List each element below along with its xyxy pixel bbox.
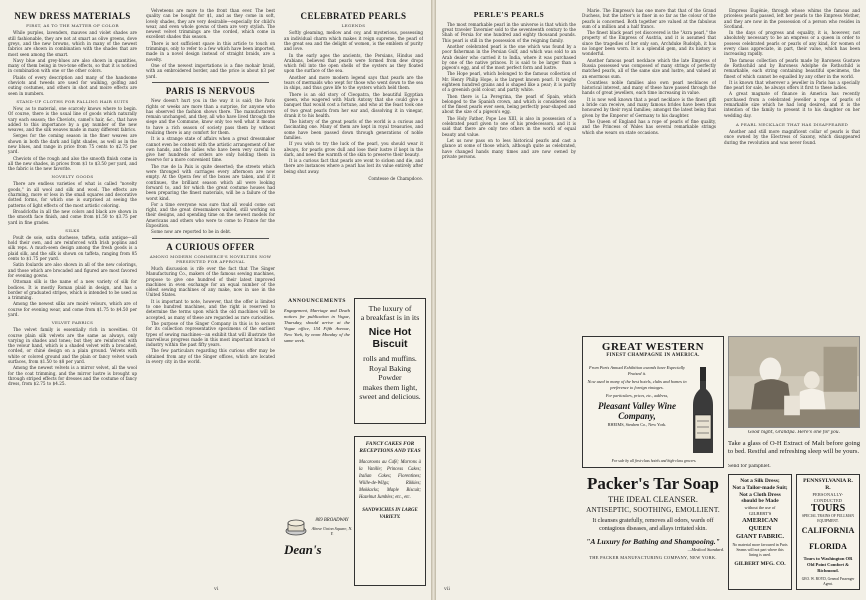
gilbert-line-2: Not a Tailor-made Suit;: [732, 484, 788, 491]
royal-baking-powder-ad: [354, 298, 426, 424]
gilbert-line-7: Seams will not part where this lining is used.: [736, 548, 784, 558]
pennsylvania-title: PENNSYLVANIA R. R.: [803, 478, 853, 491]
cake-icon: [284, 514, 308, 538]
article-body: Now, as to material, one scarcely knows where to begin. Of course, there is the usual line of goods which naturally vary each season; the Cheviots, camel's hair, &c., that have added to this importance by a gay number of the new weaves, and the silk weaves made in many different fabrics. Serges for the coming season in the finer weaves are shown in both the dark and light shades, as well as in the new blues, and range in price from 75 cents to $2.75 per yard. Cheviots of the rough and also the smooth finish come in all the new shades, in prices from $1 to $3.50 per yard, and the fabric is the new favorite.: [8, 105, 137, 172]
biscuit-line-3: rolls and muffins.: [363, 354, 417, 363]
gilbert-line-1: Not a Silk Dress;: [740, 478, 780, 484]
right-column-1: [442, 8, 576, 336]
article-title-dress-materials: NEW DRESS MATERIALS: [14, 11, 131, 21]
article-body: Poult de soie, satin duchesse, taffeta, satin antique—all hold their own, and are reinforced with Irish poplins and silk reps. A much-seen design among the fresh goods is a plaid silk, and the silk is shown on taffeta, ranging from 85 cents to $1.75 per yard. Satin foulards are also shown in all of the new colorings, and those which are brocaded and figured are most favored for evening gowns. Ottoman silk is the name of a new variety of silk for bodices. It is mostly Roman plaid in design, and has a border of graduated stripes, which is intended to be used as a trimming. Among the newest silks are moiré velours, which are of course for evening wear, and come from $1.75 to $4.50 per yard.: [8, 234, 137, 317]
right-column-3: [724, 8, 860, 378]
malt-extract-pamphlet: Send for pamphlet.: [728, 464, 771, 469]
packers-tar-soap-ad: [582, 474, 724, 590]
section-heading-novelty: NOVELTY GOODS: [51, 174, 94, 180]
packer-title: Packer's Tar Soap: [587, 474, 719, 493]
deans-ad: [284, 512, 352, 584]
packer-line-2: ANTISEPTIC, SOOTHING, EMOLLIENT.: [586, 506, 720, 514]
great-western-subtitle: FINEST CHAMPAGNE IN AMERICA.: [606, 353, 700, 358]
article-title-pearls: CELEBRATED PEARLS: [300, 11, 407, 21]
biscuit-line-5: makes them light,: [362, 382, 418, 392]
pennsylvania-sub: PERSONALLY- CONDUCTED: [812, 492, 844, 503]
page-number: vii: [444, 586, 451, 592]
section-heading-silks: SILKS: [65, 227, 80, 233]
great-western-award: From Paris Annual Exhibition awards have Especially Praised it.: [589, 365, 685, 376]
article-body: Empress Eugénie, through whose whims the famous and priceless pearls passed, left her pearls to the Empress Mother, and they are now in the possession of a person who resides in Scotland. In the days of progress and equality, it is, however, not absolutely necessary to be an empress or a queen in order to possess celebrated pearls or pearls of any kind, for women of every class appreciate, in part, their value, which has been increasing rapidly. The famous collection of pearls made by Baroness Gustave de Rothschild and by Baroness Adolphe de Rothschild is remarkable, each string containing beautiful specimens, the finest of which cannot be equalled by any other in the world. It is known that wherever a jeweller in Paris has a specially fine pearl for sale, he always offers it first to these ladies. A great magnate of finance in America has recently purchased from a celebrated jeweller a rope of pearls of remarkable size which he had long desired, and it is the intention of the family to present it to his daughter on her wedding day.: [724, 8, 860, 118]
deans-address-1: 869 BROADWAY: [315, 518, 349, 523]
article-subtitle-color: FIRST, AS TO THE MATTER OF COLOR: [26, 23, 119, 29]
article-body: Velveteens are more to the front than ever. The best quality can be bought for $1, and as they come in soft, lovely shades, they are very desirable—especially for child's wear, and even whole gowns of them are very stylish. The newest velvet trimmings are the corded, which come in excellent shades this season. There is not sufficient space in this article to touch on trimmings, only to refer to a few which have been imported, made in a novel design instead of straight braids, are a novelty. One of the newest importations is a fine mohair braid, with an embroidered border, and the price is about $3 per yard.: [146, 8, 275, 79]
gilbert-line-3: Not a Cloth Dress should be Made: [739, 491, 781, 505]
fancy-cakes-title: FANCY CAKES FOR RECEPTIONS AND TEAS: [359, 441, 421, 454]
biscuit-line-6: sweet and delicious.: [359, 392, 421, 401]
great-western-ad: [582, 336, 724, 468]
divider: [152, 238, 269, 239]
divider: [152, 82, 269, 83]
photo-caption: Good night, Grandpa. Here's one for you.: [747, 430, 841, 435]
article-body: Much discussion is rife over the fact that The Singer Manufacturing Co., makers of the famous sewing machines, propose to give one hundred of their latest improved machines in even exchange for an equal number of the oldest sewing machines of any make, now in use in the United States. It is important to note, however, that the offer is limited to one hundred machines, and the right is reserved to determine the terms upon which the old machines will be accepted, as many of these are regarded as rare curiosities. The purpose of the Singer Company in this is to secure for its collection representative specimens of the earliest types of sewing machines—an exhibit that will illustrate the marvellous progress made in this most important branch of industry within the past fifty years. The few particulars regarding this curious offer may be obtained from any of the Singer offices, which are located in every city in the world.: [146, 265, 275, 365]
fancy-cakes-ad: [354, 436, 426, 586]
announcements-title: ANNOUNCEMENTS: [288, 298, 346, 304]
packer-line-1: THE IDEAL CLEANSER.: [608, 495, 698, 504]
right-page: [436, 0, 866, 600]
announcements-text: Engagement, Marriage and Death notices for publication in Vogue, Thursday, should arrive at the Vogue office, 154 Fifth Avenue, New York, by noon Monday of the same week.: [284, 308, 350, 343]
article-body: Another and still more magnificent collar of pearls is that once owned by the Electress of Saxony, which disappeared during the revolution and was never found.: [724, 128, 860, 145]
biscuit-brand: Nice Hot Biscuit: [368, 326, 412, 350]
article-subtitle-curious-offer: AMONG MODERN COMMERCE'S NOVELTIES NOW PRESENTED FOR APPROVAL: [149, 253, 272, 264]
biscuit-line-1: The luxury of: [368, 304, 412, 313]
article-body: Softly gleaming, mellow and coy, and mysterious, possessing an individual charm which makes it reign supreme, the pearl of the great sea and the delight of women, is the emblem of purity and love. In the early ages the ancients, the Persians, Hindus and Arabians, believed that pearls were formed from dew drops which fell into the open shells of the oysters as they floated upon the surface of the sea. Another and more modern legend says that pearls are the tears of mermaids who wept for those who went down to the sea in ships, and thus gave life to the oysters which held them. There is an old story of Cleopatra, the beautiful Egyptian queen, who wagered with Mark Antony that she could give a banquet that would cost a fortune, and who at the feast took one of two great pearls from her ear and, dissolving it in vinegar, drank it to his health. The history of the great pearls of the world is a curious and fascinating one. Many of them are kept in royal treasuries, and some have been passed down through generations of noble families. If you wish to try the luck of the pearl, you should wear it always, for pearls grow dull and lose their lustre if kept in the dark, and need the warmth of the skin to preserve their beauty. It is a curious fact that pearls are wont to sicken and die, and there are instances where a pearl has lost its value entirely after being shut away.: [284, 30, 423, 174]
article-body: While purples, lavenders, mauves and violet shades are still fashionable, they are not at smart as olive greens, dove greys, and the new browns, which in many of the newest fabrics are shown in combination with the shades that are most seen among the smart. Navy blue and grey-blues are also shown in quantities, many of them being in two-tone effects, so that it is noticed in combination with one or the other colors. Plaids of every description and many of the handsome cheviots and tweeds are used for walking, golfing and outing costumes, and others in shot and moire effects are seen in numbers.: [8, 30, 137, 96]
pennsylvania-dest-california: CALIFORNIA: [801, 526, 855, 535]
great-western-foot: For sale by all first-class hotels and high-class grocers.: [611, 459, 697, 463]
article-subtitle-legends: LEGENDS: [341, 23, 366, 29]
biscuit-line-4: Royal Baking Powder: [369, 363, 411, 382]
gilbert-ad: [728, 474, 792, 590]
article-title-curious-offer: A CURIOUS OFFER: [166, 241, 255, 252]
great-western-title: GREAT WESTERN: [601, 341, 705, 353]
great-western-brand: Pleasant Valley Wine Company,: [597, 400, 676, 421]
pennsylvania-special: SPECIAL TRAINS OF PULLMAN EQUIPMENT.: [801, 514, 855, 523]
malt-extract-ad: Take a glass of O-H Extract of Malt before going to bed. Restful and refreshing sleep will be yours.: [728, 440, 860, 455]
fancy-cakes-text: Macaroons au Café; Marrons à la Vanille; Princess Cakes; Italian Cakes; Florentines; Wiille-de-Wilgs; Rikkies; Mokkacks; Maple Biscuit; Hazelnut Jumbles; etc., etc.: [359, 460, 421, 500]
great-western-usage: Now used in many of the best hotels, clubs and homes in preference to foreign vintages.: [587, 379, 687, 390]
gilbert-line-4: without the use of: [744, 505, 776, 511]
fancy-cakes-foot: SANDWICHES IN LARGE VARIETY.: [362, 508, 418, 520]
packer-slogan: "A Luxury for Bathing and Shampooing.": [586, 537, 720, 546]
announcements-notice: [284, 298, 350, 448]
left-page: [0, 0, 431, 600]
left-column-3: [284, 8, 423, 293]
section-heading-velvet: VELVET FABRICS: [51, 320, 94, 326]
article-signature: Comtesse de Champdoce.: [368, 176, 423, 182]
left-column-1: [8, 8, 137, 590]
great-western-address-prompt: For particulars, prices, etc., address,: [605, 393, 669, 399]
gilbert-line-6: No material more favoured in Paris: [732, 543, 788, 548]
pennsylvania-contact: GEO. W. BOYD, General Passenger Agent.: [801, 577, 855, 587]
article-title-perles-pearls: PERLE'S PEARLS: [473, 10, 545, 19]
biscuit-line-2: a breakfast is in its: [360, 313, 420, 322]
pennsylvania-rr-ad: [796, 474, 860, 590]
article-body: The most remarkable pearl in the universe is that which the great traveler Tavernier sold to the seventeenth century to the Shah of Persia for one hundred and eighty thousand pounds. This pearl is still in the possession of the reigning family. Another celebrated pearl is the one which was found by a poor fisherman in the Persian Gulf, and which was sold to an Arab dealer who carried it to India, where it was purchased by one of the native princes. It is said to be larger than a pigeon's egg, and of the most perfect form and lustre. The Hope pearl, which belonged to the famous collection of Mr. Henry Philip Hope, is the largest known pearl. It weighs eighteen hundred grains and is shaped like a pear; it is partly of a greenish gold colour, and partly white. Then there is La Peregrina, the pearl of Spain, which belonged to the Spanish crown, and which is considered one of the finest pearls ever seen, being perfectly pear-shaped and about the size of a pigeon's egg. The Holy Father, Pope Leo XIII, is also in possession of a celebrated pearl given to one of his predecessors, and it is said that there are only two others in the world of equal beauty and value. Let us now pass on to less historical pearls and cast a glance at some of those which, although quite as celebrated, have changed hands many times and are now owned by private persons.: [442, 21, 576, 159]
packer-cite: —Medical Standard.: [687, 547, 724, 552]
article-title-paris: PARIS IS NERVOUS: [165, 85, 256, 96]
pennsylvania-dest-washington: Tours to Washington OR Old Point Comfort & Richmond.: [803, 556, 853, 573]
section-heading-necklace: A PEARL NECKLACE THAT HAS DISAPPEARED: [735, 121, 849, 127]
pennsylvania-tours: TOURS: [810, 503, 846, 514]
section-heading-standup: STAND-UP CLOTHS FOR FALLING HAIR SUITS: [16, 98, 129, 104]
deans-brand: Dean's: [284, 542, 322, 557]
gilbert-line-5: GILBERT'S: [748, 511, 772, 517]
gilbert-brand: AMERICAN QUEEN: [742, 517, 778, 533]
left-column-2: [146, 8, 275, 590]
article-body: New doesn't hurt you in the way it is said; the Paris rights or weeks are more than a surprise, for anyone who has observed the fashion shows there. The manufacturers remain unchanged, and they, all who have lived through the siege and the Commune, know only too well what it means to have a rich season of society pass them by without realizing there is any comfort for them. It is a strange state of affairs when a great dressmaker cannot even be content with the artistic arrangement of her own hands, and the ladies who have been very careful to give her hundreds of orders are only holding them in reserve for a more convenient time. The rue de la Paix is quite deserted; the streets which were thronged with carriages every afternoon are now empty. At the Opera few of the boxes are taken, and if it continues, the brilliant season which all were looking forward to, and for which the great costume houses had been preparing the finest materials, will be a failure of the worst kind. For a time everyone was sure that all would come out right, and the great dressmakers waited, still working on their designs, and spending time on the newest models for Americans and others who were to come to France for the Exposition. Some now are reported to be in debt.: [146, 98, 275, 235]
article-body: Marie. The Empress's has one more that that of the Grand Duchess, but the latter's is finer in so far as the colour of the pearls is concerned. Both together are valued at the fabulous sum of a million and a half francs. The finest black pearl yet discovered is the "Azra pearl," the property of the Empress of Austria, and it is assumed that since the tragedies of her only son, Archduke Rudolph, it has no longer been worn. It is a splendid gem, and its history is wonderful. Another famous pearl necklace which the late Empress of Russia possessed was composed of many strings of perfectly matched pearls, all of the same size and lustre, and valued at an enormous sum. Countless noble families also own pearl necklaces of historical interest, and many of these have passed through the hands of great jewellers, each time increasing in value. It is now well known that a pearl necklace is the finest gift a bride can receive, and many famous brides have been thus honoured by their royal families; amongst the latest being that given by the Emperor of Germany to his daughter. The Queen of England has a rope of pearls of fine quality, and the Princess of Wales has several remarkable strings which she wears on state occasions.: [582, 8, 716, 135]
grandpa-photo-image: [729, 337, 859, 427]
packer-line-3: It cleanses gratefully, removes all odors, wards off contagious diseases, and allays irritated skin.: [592, 518, 714, 532]
great-western-city: RHEIMS, Steuben Co., New York.: [607, 421, 667, 427]
article-body: The velvet family is essentially rich in novelties. Of course plain silk velvets are the same as always, only varying in shades and tones; but they are reinforced with the velour hand, which is a shaded velvet with a brocaded, corded, or chiné design on a plain ground. Velvets with white or colored ground and the plain or fancy velvet wash surfaces, from $1.50 to $8 per yard. Among the newest velvets is a mirror velvet, all the wool for the coat trimming, and the mirror lustre is brought up through striped effects for dresses and the costume of fancy dress, from $2.75 to $4.25.: [8, 327, 137, 387]
gilbert-product: GIANT FABRIC.: [735, 533, 785, 541]
gilbert-maker: GILBERT MFG. CO.: [734, 561, 786, 568]
grandpa-photo: [728, 336, 860, 428]
packer-maker: THE PACKER MANUFACTURING COMPANY, NEW YORK.: [589, 555, 717, 560]
champagne-bottle-icon: [690, 365, 716, 457]
deans-address-2: Above Union Square, N. Y.: [311, 526, 352, 536]
pennsylvania-dest-florida: FLORIDA: [809, 542, 847, 551]
article-body: There are endless varieties of what is called "novelty goods," in all wool and silk and wool. The effects are charming, more or less in the small squares and decorative dotted forms, for which one is surprised at seeing the patterns of light effects of the most artistic coloring. Broadcloths in all the new colors and black are shown in the smooth face finish, and come from $1.50 to $3.75 per yard in fine grades.: [8, 181, 137, 225]
right-column-2: [582, 8, 716, 336]
page-number: vi: [214, 586, 219, 592]
